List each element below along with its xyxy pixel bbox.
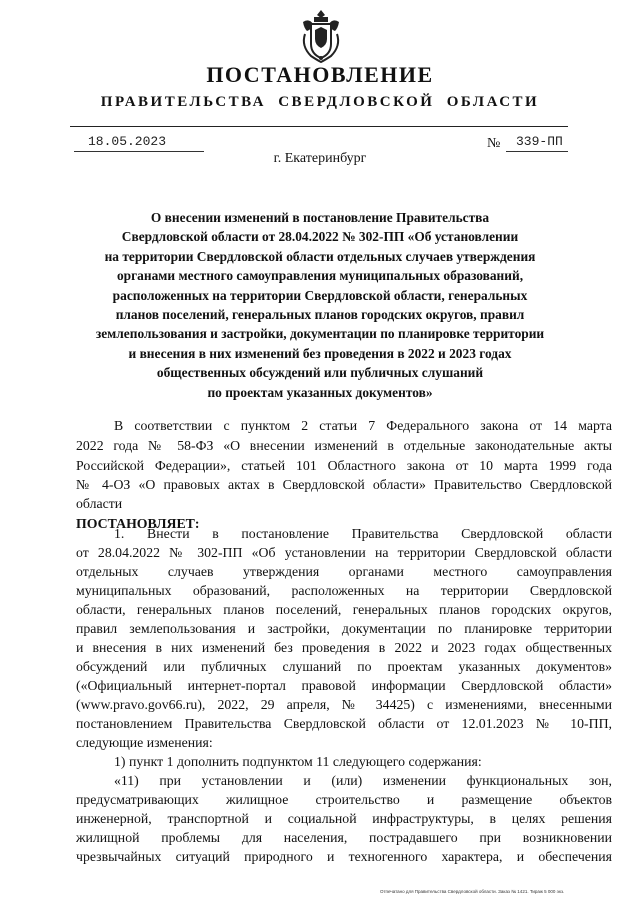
body-line: («Официальный интернет-портал правовой информации Свердловской области» (76, 678, 612, 693)
body-line: следующие изменения: (76, 735, 213, 750)
number-sign: № (487, 136, 501, 151)
body-line: муниципальных образований, расположенных на территории Свердловской (76, 583, 612, 598)
body-line: обсуждений или публичных слушаний по проектам указанных документов» (76, 659, 612, 674)
body-line: «11) при установлении и (или) изменении функциональных зон, (114, 773, 612, 788)
body-line: предусматривающих жилищное строительство и размещение объектов (76, 792, 612, 807)
body-line: Российской Федерации», статьей 101 Областного закона от 10 марта 1999 года (76, 458, 612, 473)
resolution-title (60, 208, 580, 402)
body-line: области, генеральных планов поселений, генеральных планов городских округов, (76, 602, 612, 617)
decree-heading: ПОСТАНОВЛЯЕТ: (76, 516, 200, 531)
body-line: постановлением Правительства Свердловской области от 12.01.2023 № 10-ПП, (76, 716, 612, 731)
body-line: области (76, 496, 123, 511)
title-line: общественных обсуждений или публичных слушаний (156, 365, 484, 381)
title-line: землепользования и застройки, документации по планировке территории (95, 326, 545, 342)
title-line: по проектам указанных документов» (207, 384, 433, 400)
document-title: ПОСТАНОВЛЕНИЕ (206, 62, 434, 87)
body-line: от 28.04.2022 № 302-ПП «Об установлении на территории Свердловской области (76, 545, 612, 560)
body-line: правил землепользования и застройки, документации по планировке территории (76, 621, 612, 636)
coat-of-arms-emblem (297, 8, 345, 64)
title-line: планов поселений, генеральных планов городских округов, правил (115, 307, 525, 323)
body-line: жилищной проблемы для населения, пострадавшего при возникновении (76, 830, 612, 845)
body-line: и внесения в них изменений без проведения в 2022 и 2023 годах общественных (76, 640, 612, 655)
body-line: № 4-ОЗ «О правовых актах в Свердловской области» Правительство Свердловской (76, 477, 612, 492)
body-line: инженерной, транспортной и социальной инфраструктуры, в целях решения (76, 811, 612, 826)
header-divider (70, 126, 568, 127)
body-line: (www.pravo.gov66.ru), 2022, 29 апреля, № 34425) с изменениями, внесенными (76, 697, 612, 712)
body-line: 1. Внести в постановление Правительства Свердловской области (114, 526, 612, 541)
city-label: г. Екатеринбург (273, 151, 367, 166)
title-line: и внесения в них изменений без проведения в 2022 и 2023 годах (128, 345, 512, 361)
body-line: 1) пункт 1 дополнить подпунктом 11 следующего содержания: (114, 754, 482, 769)
title-line: органами местного самоуправления муниципальных образований, (116, 268, 524, 284)
title-line: Свердловской области от 28.04.2022 № 302-ПП «Об установлении (121, 229, 519, 245)
body-line: чрезвычайных ситуаций природного и техногенного характера, и обеспечения (76, 849, 612, 864)
body-line: В соответствии с пунктом 2 статьи 7 Федерального закона от 14 марта (114, 418, 612, 433)
body-line: 2022 года № 58-ФЗ «О внесении изменений в отдельные законодательные акты (76, 438, 612, 453)
title-line: расположенных на территории Свердловской области, генеральных (112, 287, 528, 303)
document-number: 339-ПП (516, 134, 563, 149)
title-line: на территории Свердловской области отдельных случаев утверждения (104, 248, 536, 264)
document-date: 18.05.2023 (88, 134, 167, 149)
body-line: отдельных случаев утверждения органами местного самоуправления (76, 564, 612, 579)
title-line: О внесении изменений в постановление Правительства (150, 210, 490, 225)
print-footer: Отпечатано для Правительства Свердловской области. Заказ № 1421. Тираж 5 000 экз. (380, 889, 565, 894)
document-subtitle: ПРАВИТЕЛЬСТВА СВЕРДЛОВСКОЙ ОБЛАСТИ (100, 94, 540, 110)
